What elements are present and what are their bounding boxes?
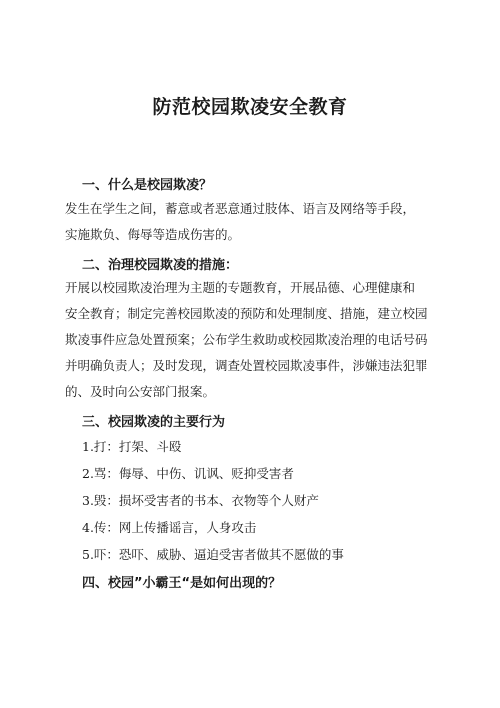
section-4-heading: 四、校园”小霸王“是如何出现的？ <box>82 576 282 591</box>
behavior-item: 4.传：网上传播谣言，人身攻击 <box>82 520 257 535</box>
behavior-item: 5.吓：恐吓、威胁、逼迫受害者做其不愿做的事 <box>82 547 344 562</box>
paragraph-line: 并明确负责人；及时发现，调查处置校园欺凌事件，涉嫌违法犯罪 <box>65 358 428 373</box>
section-3-heading: 三、校园欺凌的主要行为 <box>82 415 226 430</box>
section-2-heading: 二、治理校园欺凌的措施： <box>82 258 239 273</box>
behavior-item: 1.打：打架、斗殴 <box>82 439 182 454</box>
paragraph-line: 的、及时向公安部门报案。 <box>65 384 216 399</box>
paragraph-line: 实施欺负、侮辱等造成伤害的。 <box>65 227 241 242</box>
paragraph-line: 欺凌事件应急处置预案；公布学生救助或校园欺凌治理的电话号码 <box>65 332 428 347</box>
document-title: 防范校园欺凌安全教育 <box>152 96 348 118</box>
section-2-paragraph <box>65 275 445 405</box>
paragraph-line: 发生在学生之间，蓄意或者恶意通过肢体、语言及网络等手段， <box>65 201 416 216</box>
paragraph-line: 安全教育；制定完善校园欺凌的预防和处理制度、措施，建立校园 <box>65 306 428 321</box>
behavior-item: 3.毁：损坏受害者的书本、衣物等个人财产 <box>82 493 319 508</box>
paragraph-line: 开展以校园欺凌治理为主题的专题教育，开展品德、心理健康和 <box>65 280 416 295</box>
section-1-paragraph <box>65 196 445 248</box>
behavior-item: 2.骂：侮辱、中伤、讥讽、贬抑受害者 <box>82 466 294 481</box>
section-1-heading: 一、什么是校园欺凌？ <box>82 178 213 193</box>
